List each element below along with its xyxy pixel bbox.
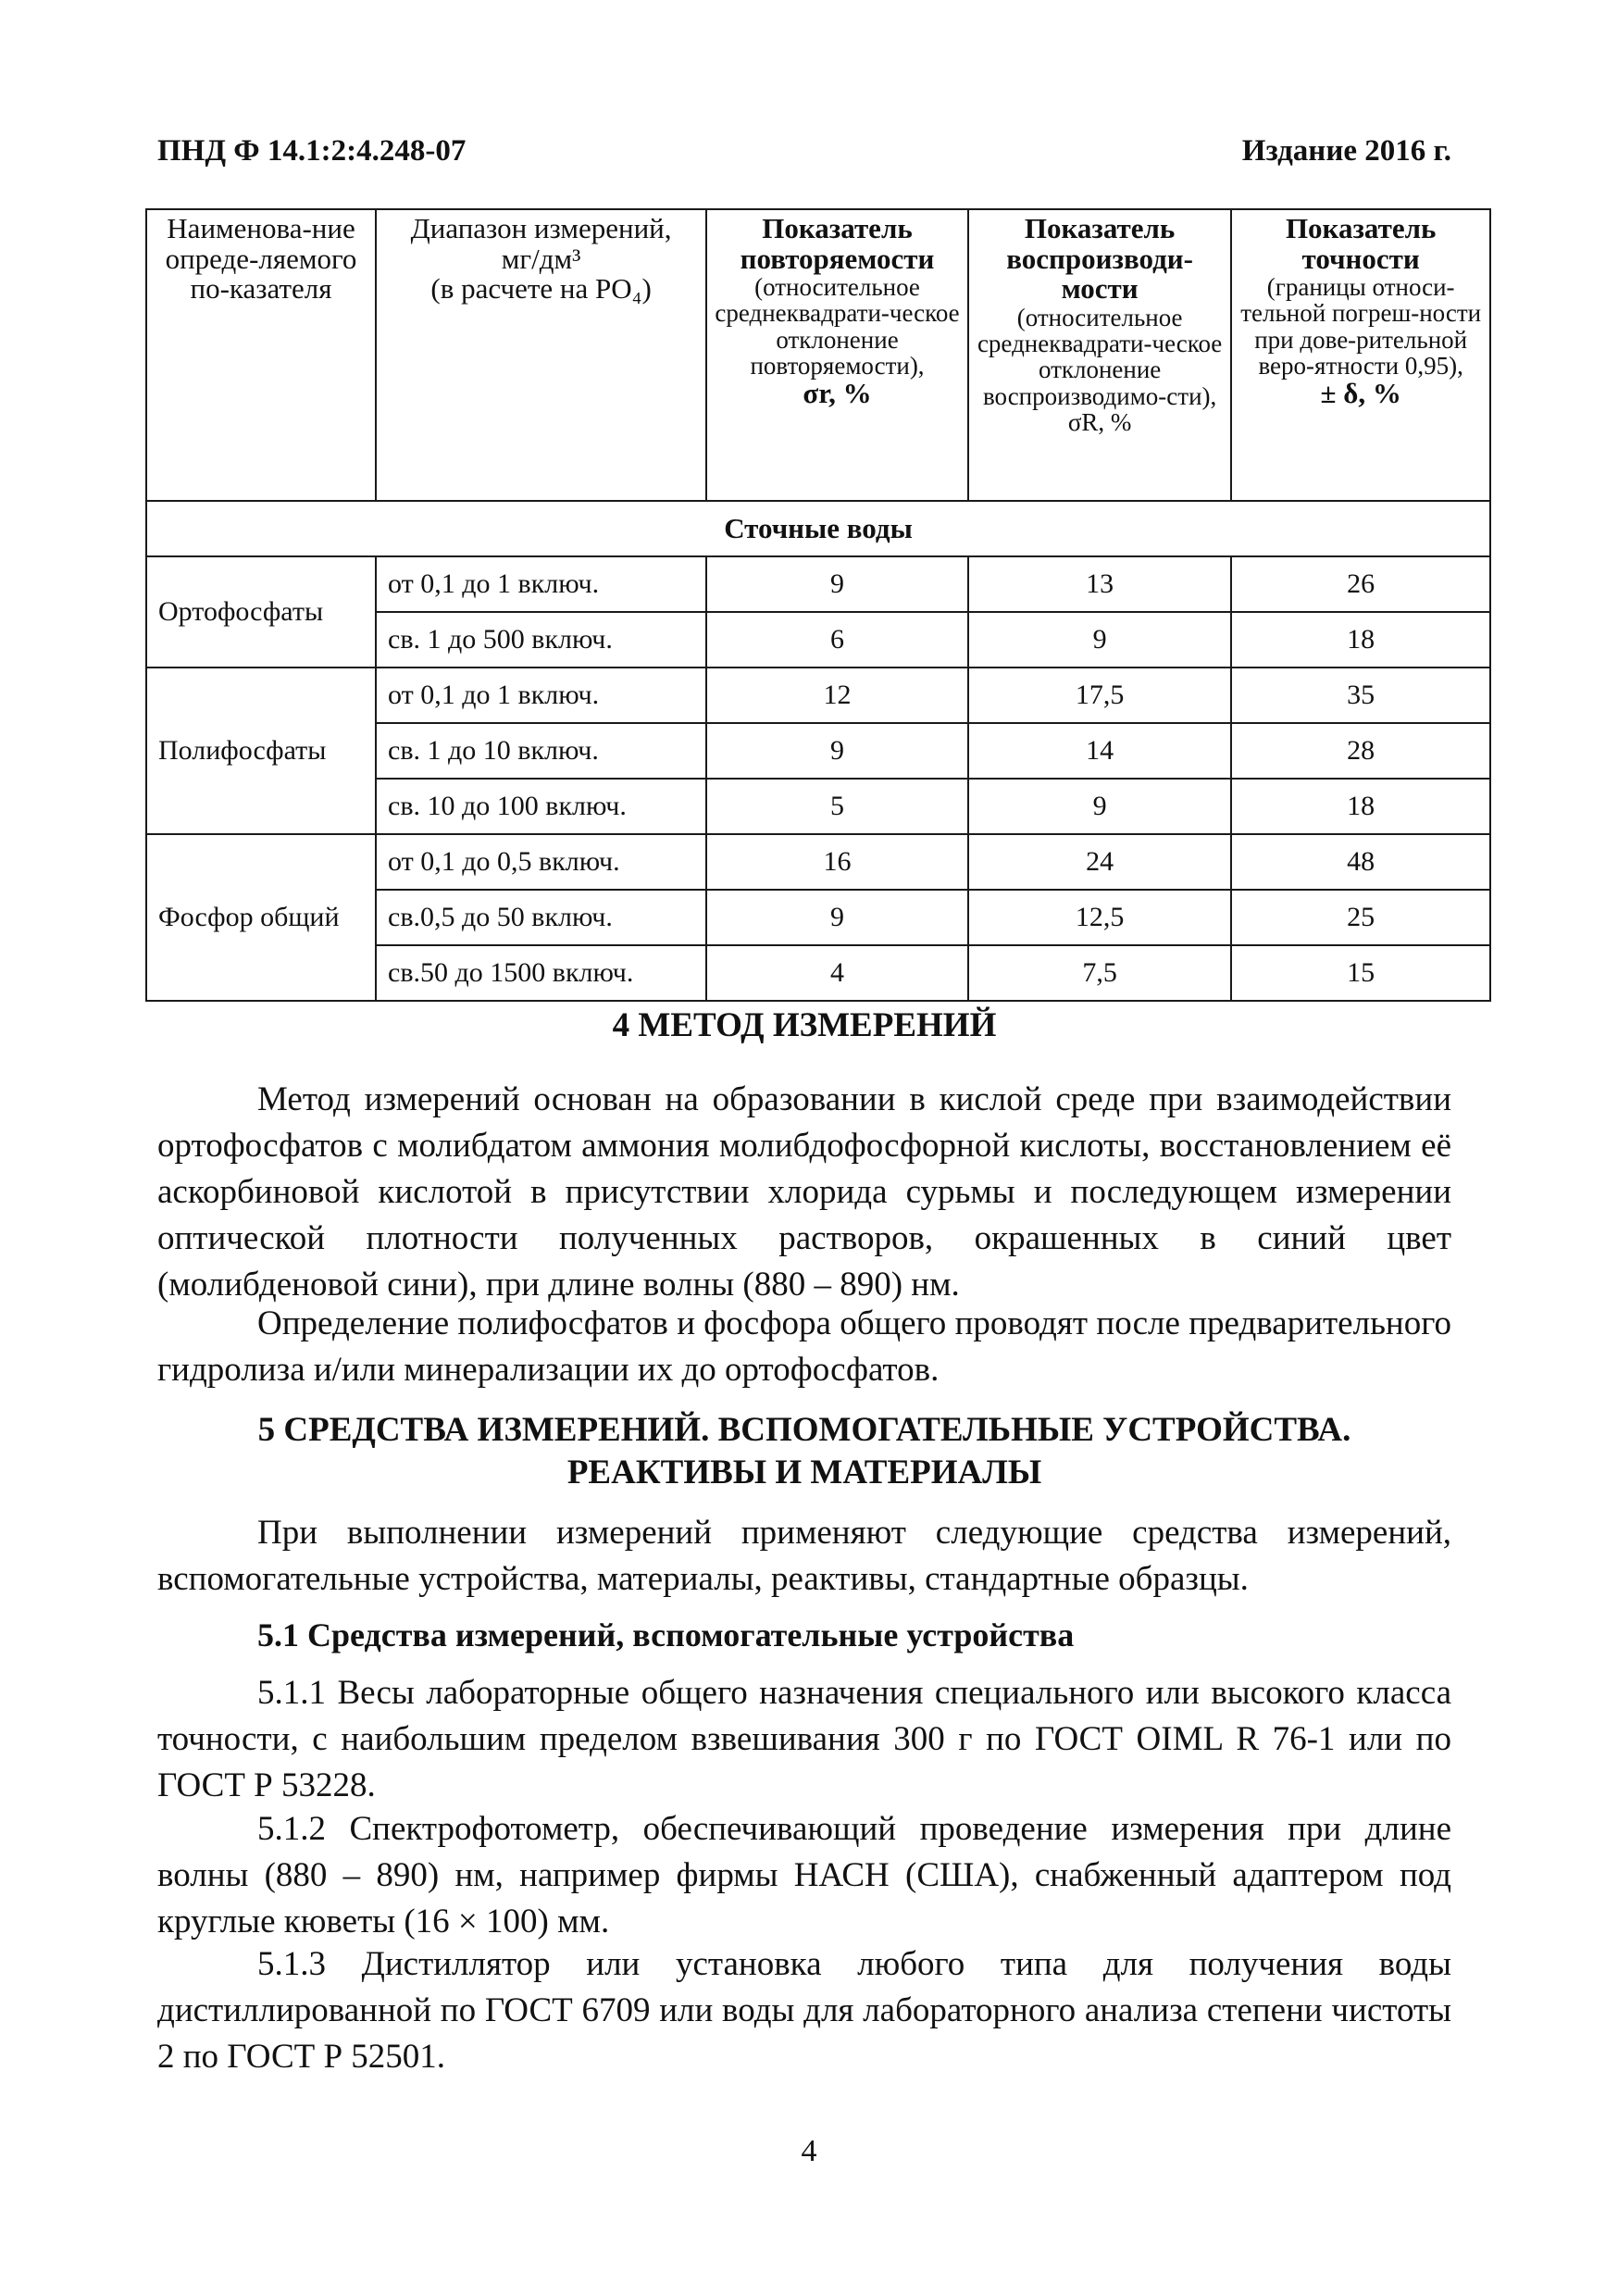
section-5-title-line-2: РЕАКТИВЫ И МАТЕРИАЛЫ xyxy=(566,1454,1042,1492)
reproducibility-cell: 7,5 xyxy=(968,945,1231,1001)
repeatability-cell: 9 xyxy=(706,556,968,612)
accuracy-cell: 25 xyxy=(1231,890,1490,945)
doc-code: ПНД Ф 14.1:2:4.248-07 xyxy=(157,134,467,168)
table-header-row xyxy=(146,209,1490,501)
section-5-title xyxy=(157,1409,1451,1495)
table-row xyxy=(146,556,1490,612)
accuracy-cell: 28 xyxy=(1231,723,1490,779)
col-accuracy-header: Показатель точности (границы относи-тельной погреш-ности при дове-рительной веро-ятности 0,95), ± δ, % xyxy=(1231,209,1490,501)
item-5-1-2: 5.1.2 Спектрофотометр, обеспечивающий проведение измерения при длине волны (880 – 890) нм, например фирмы НАСН (США), снабженный адаптером под круглые кюветы (16 × 100) мм. xyxy=(157,1810,1451,1940)
repeatability-cell: 12 xyxy=(706,668,968,723)
section-5-title-line-1: 5 СРЕДСТВА ИЗМЕРЕНИЙ. ВСПОМОГАТЕЛЬНЫЕ УСТРОЙСТВА. xyxy=(257,1411,1351,1449)
group-name: Фосфор общий xyxy=(146,834,376,1001)
repeatability-cell: 6 xyxy=(706,612,968,668)
accuracy-cell: 15 xyxy=(1231,945,1490,1001)
range-cell: св. 1 до 500 включ. xyxy=(376,612,706,668)
reproducibility-cell: 24 xyxy=(968,834,1231,890)
col-range-header: Диапазон измерений, мг/дм³ (в расчете на PO₄) xyxy=(376,209,706,501)
page-header xyxy=(157,134,1451,168)
range-cell: св. 10 до 100 включ. xyxy=(376,779,706,834)
section-4-paragraph-1: Метод измерений основан на образовании в кислой среде при взаимодействии ортофосфатов с молибдатом аммония молибдофосфорной кислоты, восстановлением её аскорбиновой кислотой в присутствии хлорида сурьмы и последующем измерении оптической плотности полученных растворов, окрашенных в синий цвет (молибденовой сини), при длине волны (880 – 890) нм. xyxy=(157,1080,1451,1304)
range-cell: св.50 до 1500 включ. xyxy=(376,945,706,1001)
page-number: 4 xyxy=(801,2134,817,2168)
edition: Издание 2016 г. xyxy=(1241,134,1451,168)
table-row xyxy=(146,834,1490,890)
group-name: Ортофосфаты xyxy=(146,556,376,668)
repeatability-cell: 9 xyxy=(706,723,968,779)
section-4-title: 4 МЕТОД ИЗМЕРЕНИЙ xyxy=(612,1006,997,1044)
reproducibility-cell: 9 xyxy=(968,612,1231,668)
section-4-paragraph-2: Определение полифосфатов и фосфора общего проводят после предварительного гидролиза и/или минерализации их до ортофосфатов. xyxy=(157,1304,1451,1389)
range-cell: от 0,1 до 0,5 включ. xyxy=(376,834,706,890)
repeatability-cell: 4 xyxy=(706,945,968,1001)
reproducibility-cell: 14 xyxy=(968,723,1231,779)
range-cell: от 0,1 до 1 включ. xyxy=(376,556,706,612)
item-5-1-3: 5.1.3 Дистиллятор или установка любого типа для получения воды дистиллированной по ГОСТ 6709 или воды для лабораторного анализа степени чистоты 2 по ГОСТ Р 52501. xyxy=(157,1945,1451,2076)
accuracy-cell: 18 xyxy=(1231,612,1490,668)
section-label: Сточные воды xyxy=(146,501,1490,556)
indicators-table xyxy=(145,208,1491,1002)
reproducibility-cell: 12,5 xyxy=(968,890,1231,945)
accuracy-cell: 48 xyxy=(1231,834,1490,890)
col-repeatability-header: Показатель повторяемости (относительное среднеквадрати-ческое отклонение повторяемости), σr, % xyxy=(706,209,968,501)
section-row xyxy=(146,501,1490,556)
repeatability-cell: 9 xyxy=(706,890,968,945)
range-cell: св. 1 до 10 включ. xyxy=(376,723,706,779)
accuracy-cell: 35 xyxy=(1231,668,1490,723)
item-5-1-1: 5.1.1 Весы лабораторные общего назначения специального или высокого класса точности, с наибольшим пределом взвешивания 300 г по ГОСТ OIML R 76-1 или по ГОСТ Р 53228. xyxy=(157,1674,1451,1804)
col-name-header: Наименова-ние опреде-ляемого по-казателя xyxy=(146,209,376,501)
group-name: Полифосфаты xyxy=(146,668,376,834)
reproducibility-cell: 9 xyxy=(968,779,1231,834)
col-reproducibility-header: Показатель воспроизводи-мости (относительное среднеквадрати-ческое отклонение воспроизводимо-сти), σR, % xyxy=(968,209,1231,501)
table-row xyxy=(146,668,1490,723)
repeatability-cell: 16 xyxy=(706,834,968,890)
section-5-intro: При выполнении измерений применяют следующие средства измерений, вспомогательные устройства, материалы, реактивы, стандартные образцы. xyxy=(157,1514,1451,1598)
range-cell: от 0,1 до 1 включ. xyxy=(376,668,706,723)
reproducibility-cell: 13 xyxy=(968,556,1231,612)
repeatability-cell: 5 xyxy=(706,779,968,834)
accuracy-cell: 26 xyxy=(1231,556,1490,612)
subsection-5-1-title: 5.1 Средства измерений, вспомогательные устройства xyxy=(257,1616,1075,1653)
range-cell: св.0,5 до 50 включ. xyxy=(376,890,706,945)
accuracy-cell: 18 xyxy=(1231,779,1490,834)
reproducibility-cell: 17,5 xyxy=(968,668,1231,723)
